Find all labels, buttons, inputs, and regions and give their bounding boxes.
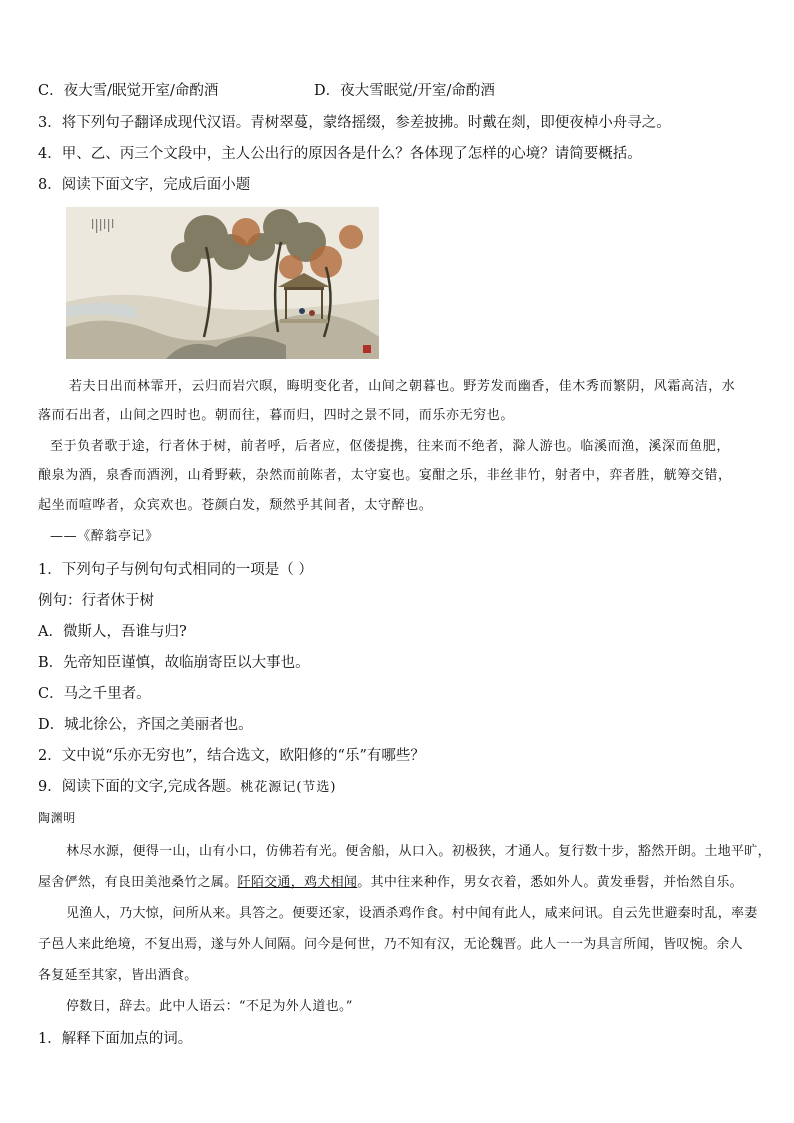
underlined-phrase: 阡陌交通，鸡犬相闻 [237,875,358,890]
passage2-p1-line2: 屋舍俨然，有良田美池桑竹之属。阡陌交通，鸡犬相闻。其中往来种作，男女衣着，悉如外人。黄发垂髫，并怡然自乐。 [38,875,743,890]
passage2-p2-line3: 各复延至其家，皆出酒食。 [38,968,198,983]
sub1-option-b: B．先帝知臣谨慎，故临崩寄臣以大事也。 [38,655,310,671]
question-9-stem: 9．阅读下面的文字,完成各题。 [38,779,241,795]
passage-author: 陶渊明 [38,811,76,825]
option-c: C．夜大雪/眠觉开室/命酌酒 [38,83,219,99]
passage1-p2-line2: 酿泉为酒，泉香而酒洌，山肴野蔌，杂然而前陈者，太守宴也。宴酣之乐，非丝非竹，射者中，弈者胜，觥筹交错， [38,468,732,483]
passage-title: 桃花源记(节选) [240,780,337,795]
question-4: 4．甲、乙、丙三个文段中，主人公出行的原因各是什么？各体现了怎样的心境？请简要概括。 [38,146,642,162]
passage1-p2-line3: 起坐而喧哗者，众宾欢也。苍颜白发，颓然乎其间者，太守醉也。 [38,498,433,513]
passage1-source: ——《醉翁亭记》 [50,529,159,544]
passage1-p1-line2: 落而石出者，山间之四时也。朝而往，暮而归，四时之景不同，而乐亦无穷也。 [38,408,515,423]
passage2-p1-line1: 林尽水源，便得一山，山有小口，仿佛若有光。便舍船，从口入。初极狭，才通人。复行数十步，豁然开朗。土地平旷， [66,844,771,859]
sub1-stem: 1．下列句子与例句句式相同的一项是（ ） [38,562,313,578]
passage2-p2-line2: 子邑人来此绝境，不复出焉，遂与外人间隔。问今是何世，乃不知有汉，无论魏晋。此人一一为具言所闻，皆叹惋。余人 [38,937,743,952]
question-9 [38,780,337,795]
sub2-question: 2．文中说“乐亦无穷也”，结合选文，欧阳修的“乐”有哪些？ [38,748,425,764]
question-8: 8．阅读下面文字，完成后面小题 [38,177,251,193]
question-3: 3．将下列句子翻译成现代汉语。青树翠蔓，蒙络摇缀，参差披拂。时戴在剡，即便夜棹小舟寻之。 [38,115,671,131]
passage2-p2-line1: 见渔人，乃大惊，问所从来。具答之。便要还家，设酒杀鸡作食。村中闻有此人，咸来问讯。自云先世避秦时乱，率妻 [66,906,758,921]
passage1-p1-line1: 若夫日出而林霏开，云归而岩穴暝，晦明变化者，山间之朝暮也。野芳发而幽香，佳木秀而繁阴，风霜高洁，水 [69,379,736,394]
sub1-option-a: A．微斯人，吾谁与归? [38,624,187,640]
option-d: D．夜大雪眠觉/开室/命酌酒 [314,83,495,99]
passage2-sub1: 1．解释下面加点的词。 [38,1031,193,1047]
sub1-example: 例句：行者休于树 [38,593,154,609]
seal-icon [363,345,371,353]
landscape-painting [66,207,379,359]
passage1-p2-line1: 至于负者歌于途，行者休于树，前者呼，后者应，伛偻提携，往来而不绝者，滁人游也。临溪而渔，溪深而鱼肥， [50,439,731,454]
passage2-p3: 停数日，辞去。此中人语云：“不足为外人道也。” [66,999,353,1014]
sub1-option-d: D．城北徐公，齐国之美丽者也。 [38,717,253,733]
sub1-option-c: C．马之千里者。 [38,686,151,702]
